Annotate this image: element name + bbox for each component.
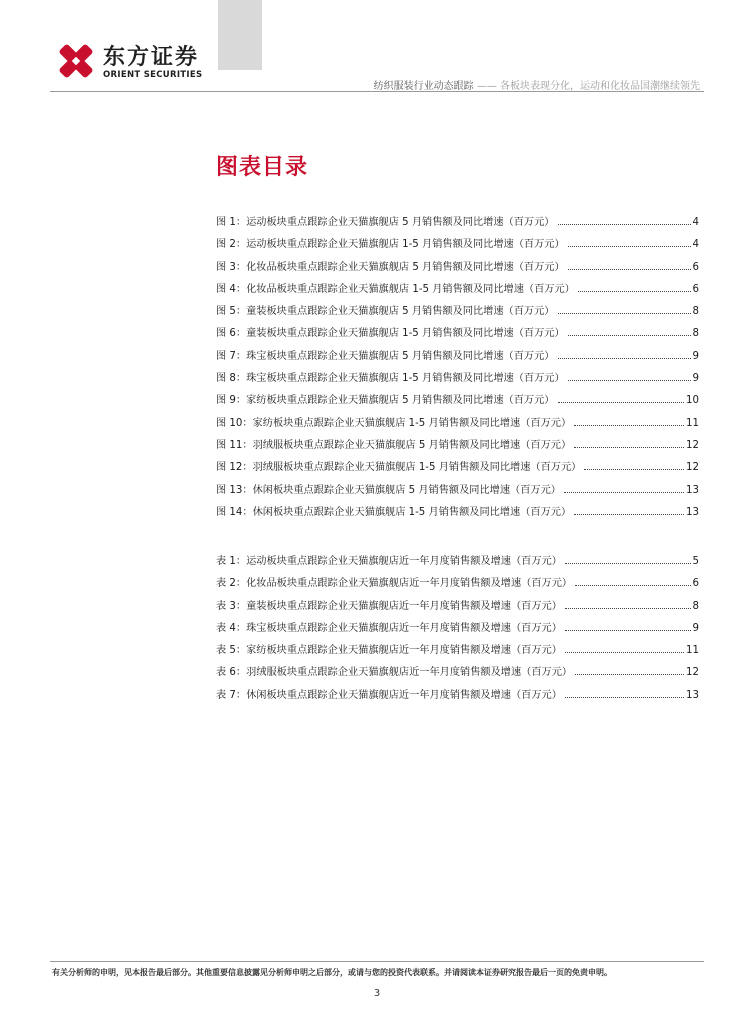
- entry-label: 图 9：家纺板块重点跟踪企业天猫旗舰店 5 月销售额及同比增速（百万元）: [216, 395, 555, 407]
- dot-leader: [565, 651, 684, 653]
- entry-label: 表 4：珠宝板块重点跟踪企业天猫旗舰店近一年月度销售额及增速（百万元）: [216, 622, 562, 634]
- entry-label: 图 2：运动板块重点跟踪企业天猫旗舰店 1-5 月销售额及同比增速（百万元）: [216, 239, 565, 251]
- entry-label: 表 3：童装板块重点跟踪企业天猫旗舰店近一年月度销售额及增速（百万元）: [216, 600, 562, 612]
- entry-page-number: 12: [686, 462, 699, 474]
- entry-page-number: 9: [692, 373, 699, 385]
- figure-entry[interactable]: [216, 458, 699, 480]
- dot-leader: [574, 513, 684, 515]
- entry-page-number: 4: [692, 217, 699, 228]
- entry-page-number: 6: [692, 283, 699, 295]
- table-entry[interactable]: [216, 619, 699, 641]
- entry-label: 表 7：休闲板块重点跟踪企业天猫旗舰店近一年月度销售额及增速（百万元）: [216, 689, 562, 701]
- entry-label: 图 1：运动板块重点跟踪企业天猫旗舰店 5 月销售额及同比增速（百万元）: [216, 217, 555, 228]
- entry-label: 图 8：珠宝板块重点跟踪企业天猫旗舰店 1-5 月销售额及同比增速（百万元）: [216, 373, 565, 385]
- figure-entry[interactable]: [216, 414, 699, 436]
- figure-list: [216, 213, 699, 525]
- dot-leader: [568, 245, 691, 247]
- dot-leader: [558, 401, 685, 403]
- figure-entry[interactable]: [216, 258, 699, 280]
- entry-page-number: 6: [692, 261, 699, 273]
- page-number: 3: [373, 988, 381, 999]
- dot-leader: [575, 584, 690, 586]
- dot-leader: [568, 268, 691, 270]
- logo-chinese-name: 东方证券: [103, 45, 200, 70]
- entry-label: 表 6：羽绒服板块重点跟踪企业天猫旗舰店近一年月度销售额及增速（百万元）: [216, 667, 573, 679]
- company-logo: [55, 40, 215, 82]
- entry-page-number: 12: [686, 667, 699, 679]
- entry-label: 图 12：羽绒服板块重点跟踪企业天猫旗舰店 1-5 月销售额及同比增速（百万元）: [216, 462, 582, 474]
- entry-page-number: 6: [692, 578, 699, 590]
- table-list: [216, 552, 699, 708]
- entry-label: 图 14：休闲板块重点跟踪企业天猫旗舰店 1-5 月销售额及同比增速（百万元）: [216, 506, 572, 518]
- logo-mark-icon: [55, 40, 97, 82]
- dot-leader: [575, 673, 684, 675]
- entry-page-number: 11: [686, 645, 699, 657]
- entry-label: 图 7：珠宝板块重点跟踪企业天猫旗舰店 5 月销售额及同比增速（百万元）: [216, 350, 555, 362]
- header-decor-bar: [218, 0, 262, 70]
- dot-leader: [568, 379, 691, 381]
- logo-english-name: ORIENT SECURITIES: [103, 70, 203, 80]
- figure-entry[interactable]: [216, 302, 699, 324]
- toc-title: 图表目录: [216, 155, 309, 180]
- header-divider: [50, 91, 704, 92]
- dot-leader: [558, 357, 691, 359]
- figure-entry[interactable]: [216, 213, 699, 235]
- entry-page-number: 9: [692, 622, 699, 634]
- entry-page-number: 5: [692, 556, 699, 567]
- table-entry[interactable]: [216, 686, 699, 708]
- entry-page-number: 8: [692, 306, 699, 318]
- entry-label: 图 6：童装板块重点跟踪企业天猫旗舰店 1-5 月销售额及同比增速（百万元）: [216, 328, 565, 340]
- entry-page-number: 13: [686, 484, 699, 496]
- figure-entry[interactable]: [216, 391, 699, 413]
- dot-leader: [584, 468, 684, 470]
- dot-leader: [574, 446, 684, 448]
- report-title: 纺织服装行业动态跟踪: [373, 81, 474, 92]
- table-entry[interactable]: [216, 574, 699, 596]
- entry-page-number: 11: [686, 417, 699, 429]
- figure-entry[interactable]: [216, 481, 699, 503]
- figure-entry[interactable]: [216, 503, 699, 525]
- figure-entry[interactable]: [216, 436, 699, 458]
- entry-label: 图 10：家纺板块重点跟踪企业天猫旗舰店 1-5 月销售额及同比增速（百万元）: [216, 417, 572, 429]
- dot-leader: [558, 223, 691, 225]
- table-entry[interactable]: [216, 641, 699, 663]
- figure-entry[interactable]: [216, 324, 699, 346]
- entry-label: 图 5：童装板块重点跟踪企业天猫旗舰店 5 月销售额及同比增速（百万元）: [216, 306, 555, 318]
- dot-leader: [574, 424, 684, 426]
- dot-leader: [564, 491, 684, 493]
- figure-entry[interactable]: [216, 235, 699, 257]
- entry-label: 表 1：运动板块重点跟踪企业天猫旗舰店近一年月度销售额及增速（百万元）: [216, 556, 562, 567]
- entry-label: 表 2：化妆品板块重点跟踪企业天猫旗舰店近一年月度销售额及增速（百万元）: [216, 578, 573, 590]
- dot-leader: [565, 562, 691, 564]
- dot-leader: [568, 334, 691, 336]
- disclaimer-text: 有关分析师的申明，见本报告最后部分。其他重要信息披露见分析师申明之后部分，或请与您的投资代表联系。并请阅读本证券研究报告最后一页的免责申明。: [52, 968, 612, 977]
- entry-label: 图 13：休闲板块重点跟踪企业天猫旗舰店 5 月销售额及同比增速（百万元）: [216, 484, 561, 496]
- entry-page-number: 10: [686, 395, 699, 407]
- entry-label: 表 5：家纺板块重点跟踪企业天猫旗舰店近一年月度销售额及增速（百万元）: [216, 645, 562, 657]
- dot-leader: [558, 312, 691, 314]
- dot-leader: [565, 629, 691, 631]
- entry-label: 图 3：化妆品板块重点跟踪企业天猫旗舰店 5 月销售额及同比增速（百万元）: [216, 261, 565, 273]
- entry-page-number: 8: [692, 328, 699, 340]
- entry-page-number: 8: [692, 600, 699, 612]
- entry-label: 图 11：羽绒服板块重点跟踪企业天猫旗舰店 5 月销售额及同比增速（百万元）: [216, 439, 572, 451]
- entry-page-number: 13: [686, 689, 699, 701]
- dot-leader: [578, 290, 691, 292]
- figure-entry[interactable]: [216, 369, 699, 391]
- figure-entry[interactable]: [216, 347, 699, 369]
- table-entry[interactable]: [216, 597, 699, 619]
- report-header: [374, 77, 700, 92]
- dot-leader: [565, 607, 691, 609]
- dot-leader: [565, 696, 684, 698]
- entry-page-number: 9: [692, 350, 699, 362]
- entry-page-number: 4: [692, 239, 699, 251]
- entry-page-number: 12: [686, 439, 699, 451]
- figure-entry[interactable]: [216, 280, 699, 302]
- table-entry[interactable]: [216, 663, 699, 685]
- report-subtitle: —— 各板块表现分化，运动和化妆品国潮继续领先: [476, 81, 700, 92]
- table-entry[interactable]: [216, 552, 699, 574]
- entry-label: 图 4：化妆品板块重点跟踪企业天猫旗舰店 1-5 月销售额及同比增速（百万元）: [216, 283, 575, 295]
- footer-divider: [50, 961, 704, 962]
- entry-page-number: 13: [686, 506, 699, 518]
